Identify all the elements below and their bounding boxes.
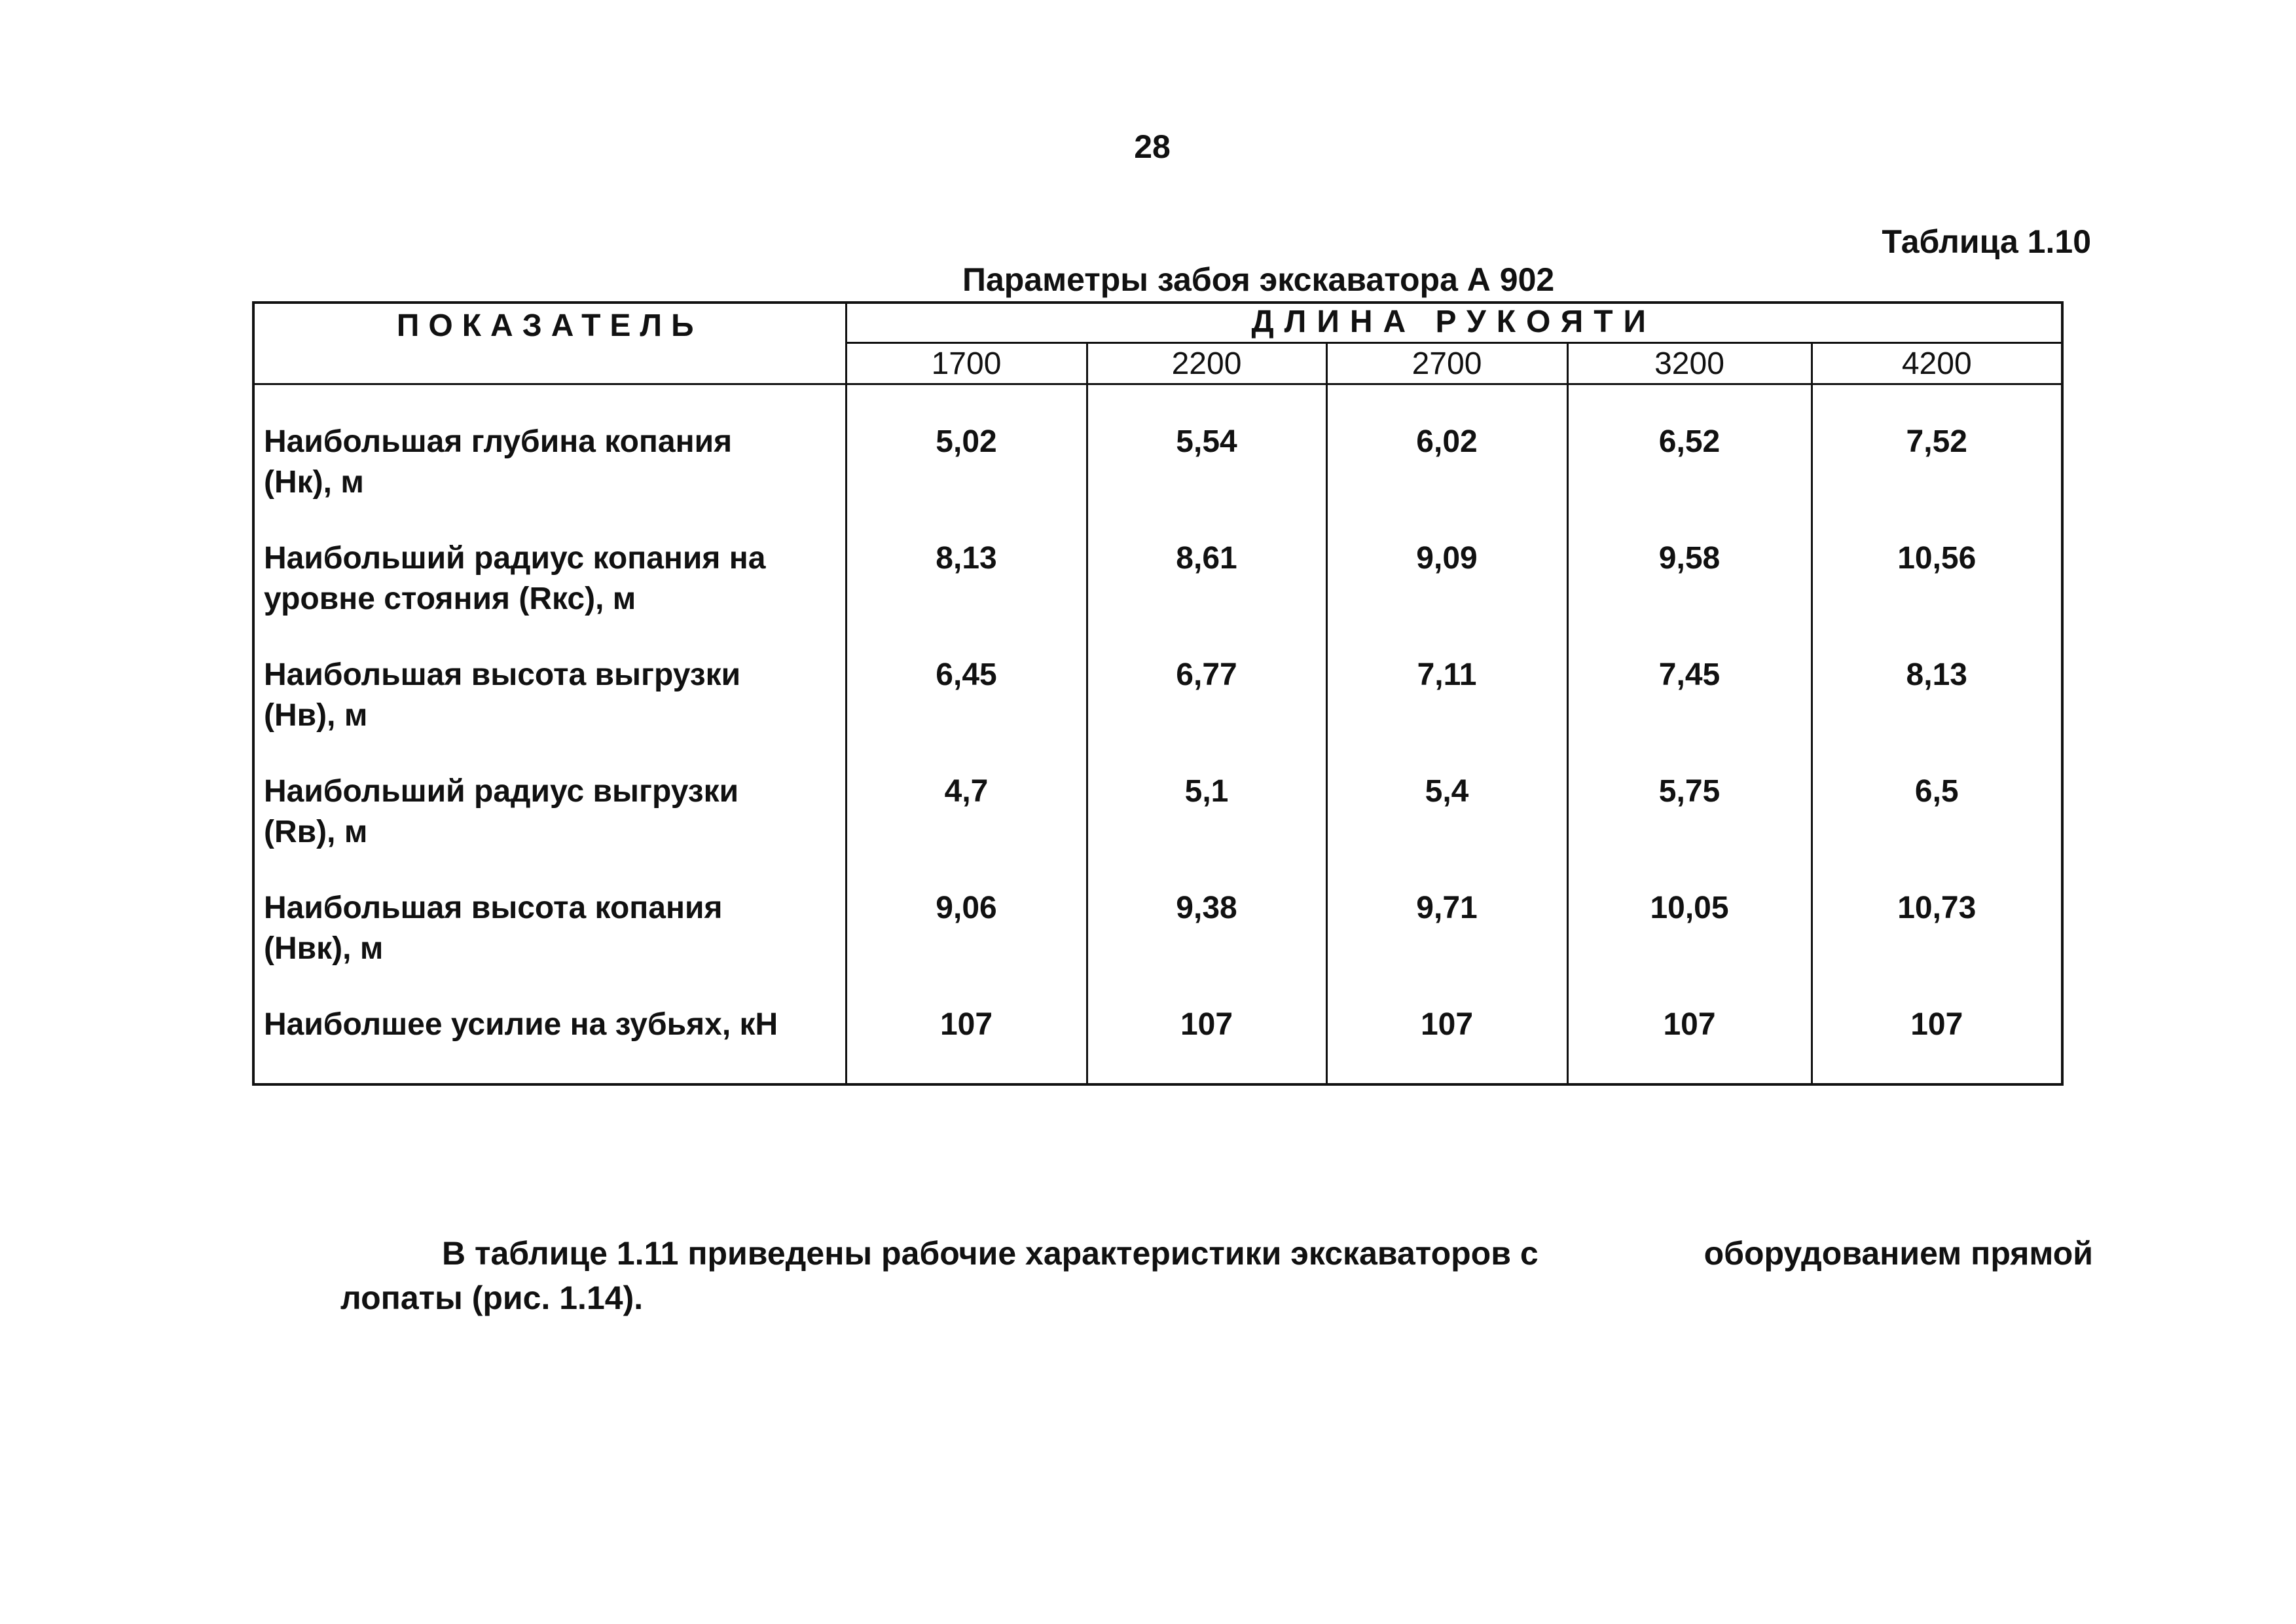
value-cell: 9,71 [1326, 887, 1567, 1003]
length-header-cell: 2700 [1326, 343, 1567, 384]
value-cell: 6,52 [1567, 384, 1812, 538]
value-cell: 4,7 [846, 770, 1087, 887]
length-header-cell: 2200 [1087, 343, 1326, 384]
row-label: Наибольшая высота выгрузки (Нв), м [253, 654, 846, 770]
value-cell: 7,11 [1326, 654, 1567, 770]
value-cell: 107 [1812, 1003, 2062, 1084]
value-cell: 6,5 [1812, 770, 2062, 887]
table-row [253, 770, 2062, 887]
value-cell: 107 [1326, 1003, 1567, 1084]
body-paragraph [340, 1231, 2093, 1320]
value-cell: 107 [1087, 1003, 1326, 1084]
value-cell: 6,77 [1087, 654, 1326, 770]
value-cell: 9,38 [1087, 887, 1326, 1003]
table-header-row [253, 303, 2062, 343]
value-cell: 10,05 [1567, 887, 1812, 1003]
indicator-header: ПОКАЗАТЕЛЬ [253, 303, 846, 384]
row-label: Наибольшая глубина копания (Нк), м [253, 384, 846, 538]
value-cell: 5,4 [1326, 770, 1567, 887]
table-number: Таблица 1.10 [1882, 223, 2091, 260]
paragraph-text: оборудованием прямой [1704, 1235, 2093, 1272]
value-cell: 5,02 [846, 384, 1087, 538]
row-label: Наибольший радиус копания на уровне стояния (Rкс), м [253, 537, 846, 654]
value-cell: 9,09 [1326, 537, 1567, 654]
page-number: 28 [1134, 128, 1171, 165]
excavator-parameters-table [252, 301, 2064, 1086]
value-cell: 9,06 [846, 887, 1087, 1003]
table-row [253, 1003, 2062, 1084]
value-cell: 7,45 [1567, 654, 1812, 770]
value-cell: 10,73 [1812, 887, 2062, 1003]
table-title: Параметры забоя экскаватора А 902 [962, 261, 1555, 298]
value-cell: 10,56 [1812, 537, 2062, 654]
value-cell: 5,1 [1087, 770, 1326, 887]
table-row [253, 384, 2062, 538]
length-header-cell: 1700 [846, 343, 1087, 384]
row-label: Наибольшая высота копания (Нвк), м [253, 887, 846, 1003]
paragraph-text: В таблице 1.11 приведены рабочие характеристики экскаваторов с [442, 1235, 1539, 1272]
paragraph-line [340, 1231, 2093, 1276]
table-row [253, 654, 2062, 770]
row-label: Наибольший радиус выгрузки (Rв), м [253, 770, 846, 887]
value-cell: 107 [846, 1003, 1087, 1084]
handle-length-header: ДЛИНА РУКОЯТИ [846, 303, 2062, 343]
value-cell: 5,75 [1567, 770, 1812, 887]
value-cell: 8,13 [846, 537, 1087, 654]
value-cell: 8,13 [1812, 654, 2062, 770]
value-cell: 5,54 [1087, 384, 1326, 538]
value-cell: 6,45 [846, 654, 1087, 770]
value-cell: 107 [1567, 1003, 1812, 1084]
row-label: Наиболшее усилие на зубьях, кН [253, 1003, 846, 1084]
table-row [253, 537, 2062, 654]
paragraph-line: лопаты (рис. 1.14). [340, 1280, 644, 1316]
value-cell: 9,58 [1567, 537, 1812, 654]
table-row [253, 887, 2062, 1003]
value-cell: 7,52 [1812, 384, 2062, 538]
length-header-cell: 4200 [1812, 343, 2062, 384]
length-header-cell: 3200 [1567, 343, 1812, 384]
value-cell: 6,02 [1326, 384, 1567, 538]
value-cell: 8,61 [1087, 537, 1326, 654]
